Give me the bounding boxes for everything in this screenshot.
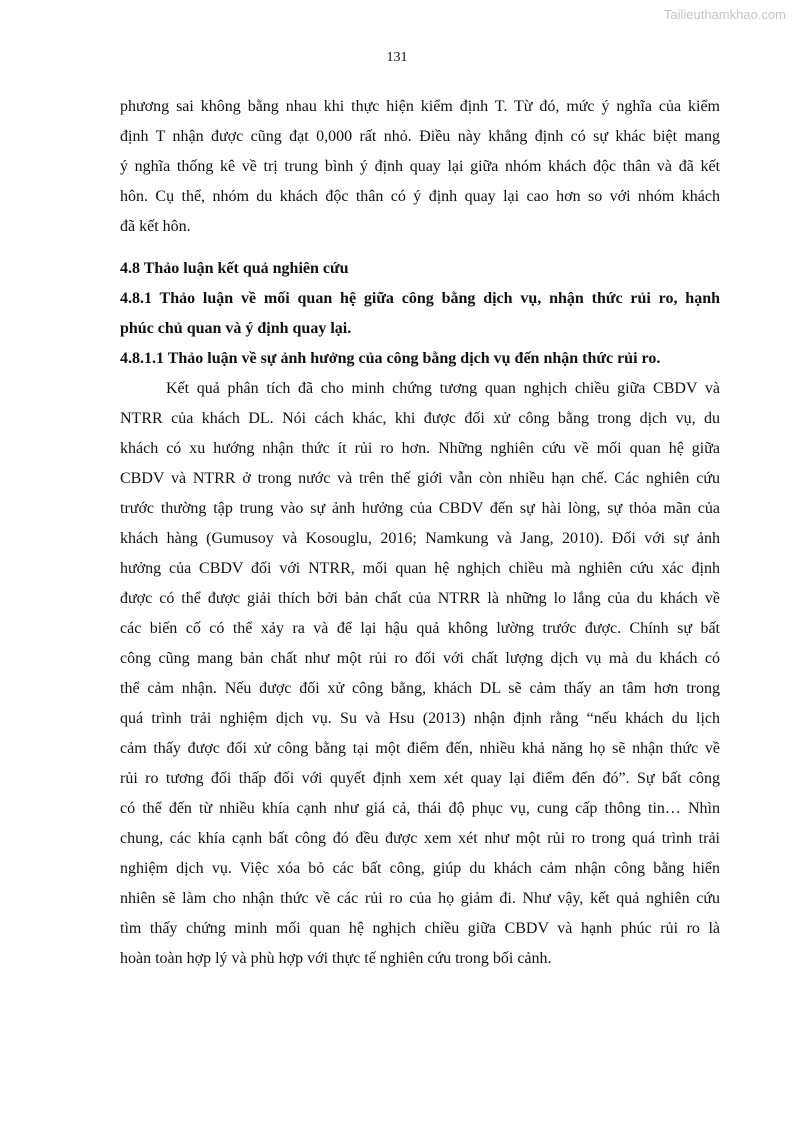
document-body: [120, 92, 720, 974]
text-line: hưởng của CBDV đối với NTRR, mối quan hệ nghịch chiều mà nghiên cứu xác định: [120, 560, 720, 577]
text-line: rủi ro tương đối thấp đối với quyết định xem xét quay lại điểm đến đó”. Sự bất công: [120, 770, 720, 787]
text-line: có thể đến từ nhiều khía cạnh như giá cả, thái độ phục vụ, cung cấp thông tin… Nhìn: [120, 800, 720, 817]
text-line: ý nghĩa thống kê về trị trung bình ý định quay lại giữa nhóm khách độc thân và đã kết: [120, 158, 720, 175]
text-line: được có thể được giải thích bởi bản chất của NTRR là những lo lắng của du khách về: [120, 590, 720, 607]
section-heading-4-8-1-1: 4.8.1.1 Thảo luận về sự ảnh hưởng của công bằng dịch vụ đến nhận thức rủi ro.: [120, 350, 661, 367]
text-line: quá trình trải nghiệm dịch vụ. Su và Hsu (2013) nhận định rằng “nếu khách du lịch: [120, 710, 720, 727]
watermark: Tailieuthamkhao.com: [663, 7, 786, 22]
text-line: nghiệm dịch vụ. Việc xóa bỏ các bất công, giúp du khách cảm nhận công bằng hiển: [120, 860, 720, 877]
paragraph-discussion: [120, 374, 720, 974]
text-line: CBDV và NTRR ở trong nước và trên thế giới vẫn còn nhiều hạn chế. Các nghiên cứu: [120, 470, 720, 487]
text-line: định T nhận được cũng đạt 0,000 rất nhỏ. Điều này khẳng định có sự khác biệt mang: [120, 128, 720, 145]
text-line: NTRR của khách DL. Nói cách khác, khi được đối xử công bằng trong dịch vụ, du: [120, 410, 720, 427]
text-line: khách có xu hướng nhận thức ít rủi ro hơn. Những nghiên cứu về mối quan hệ giữa: [120, 440, 720, 457]
text-line: đã kết hôn.: [120, 218, 191, 235]
text-line: thể cảm nhận. Nếu được đối xử công bằng, khách DL sẽ cảm thấy an tâm hơn trong: [120, 680, 720, 697]
text-line: trước thường tập trung vào sự ảnh hưởng của CBDV đến sự hài lòng, sự thỏa mãn của: [120, 500, 720, 517]
text-line: công cũng mang bản chất như một rủi ro đối với chất lượng dịch vụ mà du khách có: [120, 650, 720, 667]
section-heading-4-8-1-cont: phúc chủ quan và ý định quay lại.: [120, 320, 352, 337]
text-line: Kết quả phân tích đã cho minh chứng tương quan nghịch chiều giữa CBDV và: [166, 380, 720, 397]
text-line: các biến cố có thể xảy ra và để lại hậu quả không lường trước được. Chính sự bất: [120, 620, 720, 637]
text-line: khách hàng (Gumusoy và Kosouglu, 2016; Namkung và Jang, 2010). Đối với sự ảnh: [120, 530, 720, 547]
text-line: cảm thấy được đối xử công bằng tại một điểm đến, nhiều khả năng họ sẽ nhận thức về: [120, 740, 720, 757]
text-line: tìm thấy chứng minh mối quan hệ nghịch chiều giữa CBDV và hạnh phúc rủi ro là: [120, 920, 720, 937]
page-number: 131: [386, 50, 408, 65]
text-line: hôn. Cụ thể, nhóm du khách độc thân có ý định quay lại cao hơn so với nhóm khách: [120, 188, 720, 205]
paragraph-intro: [120, 92, 720, 242]
section-heading-4-8: 4.8 Thảo luận kết quả nghiên cứu: [120, 260, 349, 277]
section-heading-4-8-1: 4.8.1 Thảo luận về mối quan hệ giữa công bằng dịch vụ, nhận thức rủi ro, hạnh: [120, 290, 720, 307]
text-line: chung, các khía cạnh bất công đó đều được xem xét như một rủi ro trong quá trình trải: [120, 830, 720, 847]
text-line: nhiên sẽ làm cho nhận thức về các rủi ro của họ giảm đi. Như vậy, kết quả nghiên cứu: [120, 890, 720, 907]
text-line: phương sai không bằng nhau khi thực hiện kiểm định T. Từ đó, mức ý nghĩa của kiểm: [120, 98, 720, 115]
text-line: hoàn toàn hợp lý và phù hợp với thực tế nghiên cứu trong bối cảnh.: [120, 950, 552, 967]
